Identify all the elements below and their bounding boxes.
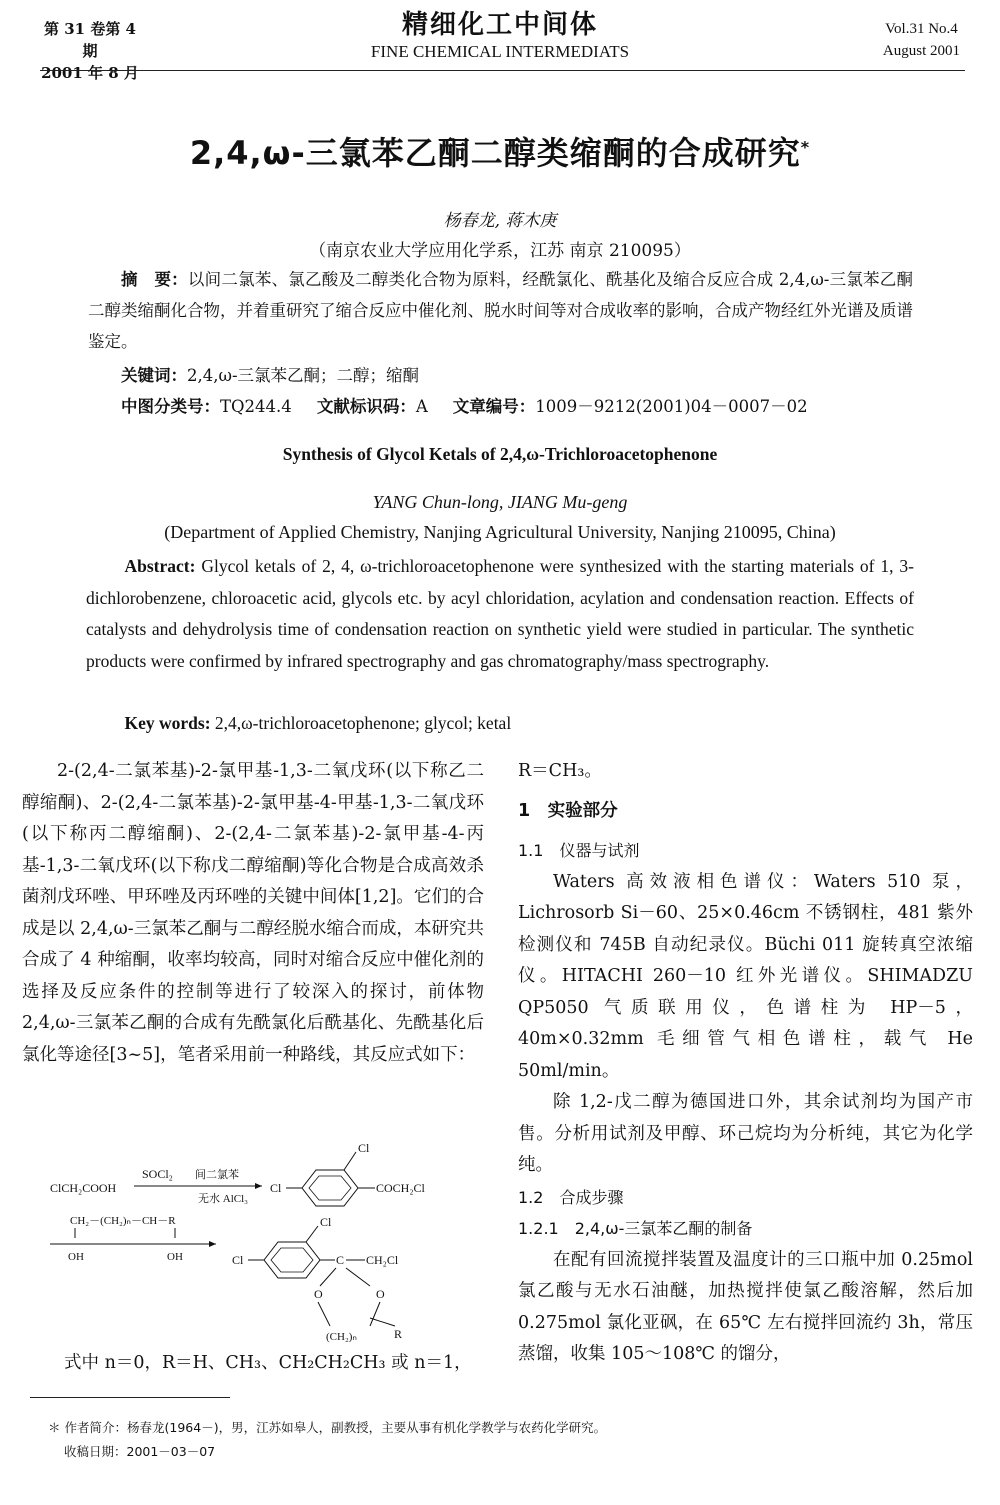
formula-note: 式中 n＝0，R＝H、CH₃、CH₂CH₂CH₃ 或 n＝1， [64, 1353, 472, 1373]
section-1-1-heading: 1.1 仪器与试剂 [518, 841, 640, 860]
body-right-column [518, 756, 973, 1371]
bond-ch-r [370, 1318, 395, 1326]
reagent-dichlorobenzene: 间二氯苯 [195, 1169, 239, 1181]
benzene-inner-1 [309, 1176, 351, 1200]
r-definition: R＝CH₃。 [518, 761, 602, 781]
journal-name-en: FINE CHEMICAL INTERMEDIATS [370, 42, 630, 61]
procedure-paragraph: 在配有回流搅拌装置及温度计的三口瓶中加 0.25mol 氯乙酸与无水石油醚，加热搅拌使氯乙酸溶解，然后加 0.275mol 氯化亚砜，在 65℃ 左右搅拌回流约 3h，常压蒸馏，收集 105～108℃ 的馏分， [518, 1249, 973, 1364]
instruments-paragraph: Waters 高效液相色谱仪：Waters 510 泵，Lichrosorb Si－60、25×0.46cm 不锈钢柱，481 紫外检测仪和 745B 自动纪录仪。Büchi 011 旋转真空浓缩仪。HITACHI 260－10 红外光谱仪。SHIMADZU QP5050 气质联用仪，色谱柱为 HP－5，40m×0.32mm 毛细管气相色谱柱，载气 He 50ml/min。 [518, 871, 973, 1081]
author-bio-text: 作者简介：杨春龙(1964－)，男，江苏如皋人，副教授，主要从事有机化学教学与农药化学研究。 [64, 1420, 607, 1435]
title-footnote-mark: * [800, 137, 811, 157]
affiliation: （南京农业大学应用化学系，江苏 南京 210095） [309, 241, 691, 261]
chain-ch2n: (CH₂)ₙ [326, 1331, 357, 1343]
date-en: August 2001 [882, 43, 960, 59]
abstract-en-label: Abstract: [124, 556, 196, 576]
keywords-en [86, 708, 914, 740]
doc-code-label: 文献标识码： [316, 397, 416, 416]
clc-label: 中图分类号： [121, 397, 220, 416]
keywords-cn-text: 2,4,ω-三氯苯乙酮；二醇；缩酮 [187, 366, 420, 385]
ketal-oxygen-2: O [376, 1287, 385, 1301]
clc-value: TQ244.4 [220, 397, 292, 416]
keywords-en-label: Key words: [124, 713, 211, 733]
english-authors: YANG Chun-long, JIANG Mu-geng [372, 492, 628, 512]
author-bio [48, 1418, 606, 1438]
benzene-ring-1 [302, 1170, 358, 1206]
reaction-scheme [30, 1140, 480, 1350]
issue-volume: 第 31 卷第 4 期 [44, 20, 136, 60]
abstract-en-text: Glycol ketals of 2, 4, ω-trichloroacetophenone were synthesized with the starting materials of 1, 3-dichlorobenzene, chloroacetic acid, glycols etc. by acyl chloridation, acylation and condensation reaction. Effects of catalysts and dehydrolysis time of condensation reaction on synthetic yield were studied in particular. The synthetic products were confirmed by infrared spectrography and gas chromatography/mass spectrography. [86, 556, 915, 671]
keywords-cn-label: 关键词： [121, 366, 187, 385]
abstract-cn [88, 264, 913, 357]
abstract-cn-text: 以间二氯苯、氯乙酸及二醇类化合物为原料，经酰氯化、酰基化及缩合反应合成 2,4,ω-三氯苯乙酮二醇类缩酮化合物，并着重研究了缩合反应中催化剂、脱水时间等对合成收率的影响，合成产物经红外光谱及质谱鉴定。 [88, 270, 914, 351]
footnote-rule [30, 1397, 230, 1398]
bond-o-ch [370, 1302, 380, 1326]
authors: 杨春龙, 蒋木庚 [443, 211, 557, 231]
english-affiliation: (Department of Applied Chemistry, Nanjing Agricultural University, Nanjing 210095, China) [164, 522, 836, 542]
journal-name-cn: 精细化工中间体 [401, 10, 598, 40]
diol-oh-2: OH [167, 1251, 183, 1263]
header-rule [40, 70, 965, 71]
abstract-en [86, 551, 914, 677]
diol-oh-1: OH [68, 1251, 84, 1263]
volume-en: Vol.31 No.4 [885, 21, 958, 37]
reaction-arrow-1-head [255, 1183, 262, 1189]
paper-title-text: 2,4,ω-三氯苯乙酮二醇类缩酮的合成研究 [189, 134, 801, 172]
bond-c-o-1 [320, 1268, 336, 1286]
reagents-paragraph: 除 1,2-戊二醇为德国进口外，其余试剂均为国产市售。分析用试剂及甲醇、环己烷均为分析纯，其它为化学纯。 [518, 1092, 973, 1175]
reaction-arrow-2-head [209, 1241, 216, 1247]
bond-ring-cl-top-1 [344, 1152, 356, 1170]
issue-info [40, 18, 140, 84]
intro-paragraph: 2-(2,4-二氯苯基)-2-氯甲基-1,3-二氧戊环(以下称乙二醇缩酮)、2-(2,4-二氯苯基)-2-氯甲基-4-甲基-1,3-二氧戊环(以下称丙二醇缩酮)、2-(2,4-二氯苯基)-2-氯甲基-4-丙基-1,3-二氧戊环(以下称戊二醇缩酮)等化合物是合成高效杀菌剂戊环唑、甲环唑及丙环唑的关键中间体[1,2]。它们的合成是以 2,4,ω-三氯苯乙酮与二醇经脱水缩合而成，本研究共合成了 4 种缩酮，收率均较高，同时对缩合反应中催化剂的选择及反应条件的控制等进行了较深入的探讨，前体物 2,4,ω-三氯苯乙酮的合成有先酰氯化后酰基化、先酰基化后氯化等途径[3~5]，笔者采用前一种路线，其反应式如下： [22, 761, 484, 1065]
footnote-mark: ＊ [48, 1420, 61, 1435]
cl-top-1: Cl [358, 1141, 370, 1155]
section-1-2-heading: 1.2 合成步骤 [518, 1187, 624, 1207]
ketal-oxygen-1: O [314, 1287, 323, 1301]
received-date: 收稿日期：2001－03－07 [64, 1444, 216, 1459]
acyl-group: COCH₂Cl [376, 1181, 425, 1195]
bond-o-chain [318, 1302, 330, 1326]
classification-line [88, 391, 913, 422]
ketal-ch2cl: CH₂Cl [366, 1253, 399, 1267]
bond-c-o-2 [346, 1268, 370, 1286]
doc-code-value: A [415, 397, 428, 416]
diol-formula: CH₂－(CH₂)ₙ－CH－R [70, 1215, 176, 1227]
ketal-carbon: C [336, 1253, 345, 1267]
cl-top-2: Cl [320, 1215, 332, 1229]
body-left-column [22, 756, 484, 1071]
section-1-2-1-heading: 1.2.1 2,4,ω-三氯苯乙酮的制备 [518, 1219, 753, 1238]
abstract-cn-label: 摘 要： [121, 270, 188, 289]
journal-name [300, 8, 700, 62]
bond-ring-cl-top-2 [306, 1226, 318, 1242]
article-no-value: 1009－9212(2001)04－0007－02 [535, 397, 808, 416]
keywords-cn [88, 360, 913, 391]
cl-left-2: Cl [232, 1253, 244, 1267]
benzene-inner-2 [271, 1248, 313, 1272]
reagent-alcl3: 无水 AlCl₃ [198, 1193, 248, 1205]
issue-info-en [883, 18, 960, 62]
cl-left-1: Cl [270, 1181, 282, 1195]
substituent-r: R [394, 1327, 403, 1341]
article-no-label: 文章编号： [452, 397, 536, 416]
reagent-socl2: SOCl₂ [142, 1167, 173, 1181]
section-1-heading: 1 实验部分 [518, 800, 618, 821]
reactant-label: ClCH₂COOH [50, 1181, 117, 1195]
keywords-en-text: 2,4,ω-trichloroacetophenone; glycol; ketal [214, 713, 512, 733]
paper-title [0, 128, 1000, 174]
issue-date: 2001 年 8 月 [41, 64, 139, 82]
benzene-ring-2 [264, 1242, 320, 1278]
english-title: Synthesis of Glycol Ketals of 2,4,ω-Trichloroacetophenone [282, 444, 718, 464]
